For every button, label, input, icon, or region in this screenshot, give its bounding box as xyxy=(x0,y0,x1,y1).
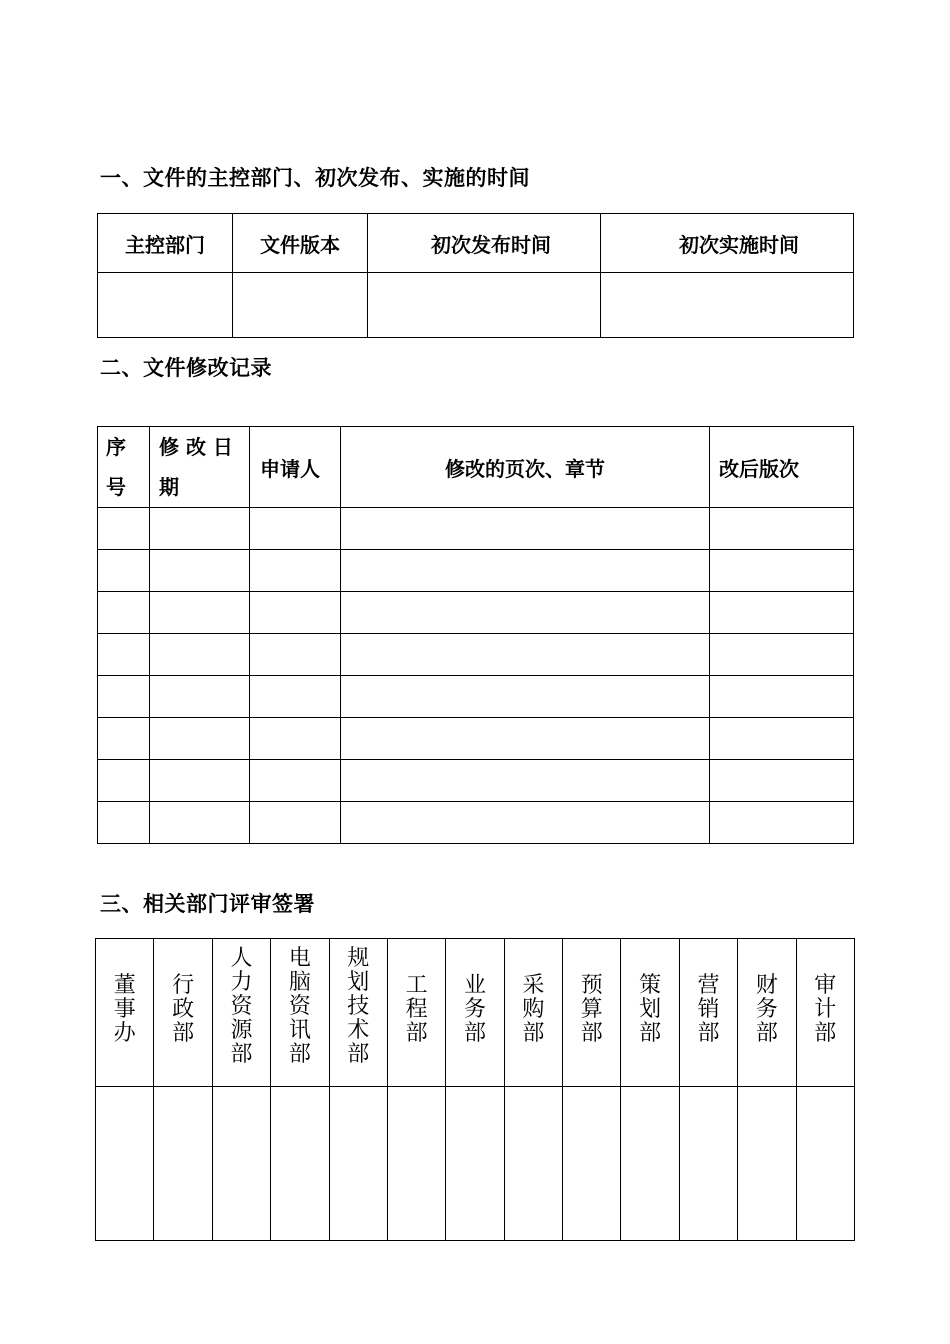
header-file-version: 文件版本 xyxy=(233,214,368,273)
applicant-cell[interactable] xyxy=(250,676,341,718)
dept-label: 董事办 xyxy=(113,973,136,1046)
dept-label: 审计部 xyxy=(814,973,837,1046)
file-version-cell[interactable] xyxy=(233,273,368,338)
dept-label: 采购部 xyxy=(522,973,545,1046)
dept-header-it xyxy=(271,939,329,1087)
table-row xyxy=(98,760,854,802)
date-cell[interactable] xyxy=(150,760,250,802)
dept-label: 电脑资讯部 xyxy=(288,946,311,1067)
table-row xyxy=(98,550,854,592)
signature-cell[interactable] xyxy=(154,1087,212,1241)
owner-dept-cell[interactable] xyxy=(98,273,233,338)
first-release-time-cell[interactable] xyxy=(368,273,601,338)
department-signoff-table xyxy=(95,938,855,1241)
seq-cell[interactable] xyxy=(98,634,150,676)
pages-cell[interactable] xyxy=(341,508,710,550)
header-date-line1: 修 改 日 xyxy=(159,435,233,459)
version-cell[interactable] xyxy=(710,592,854,634)
signature-cell[interactable] xyxy=(796,1087,855,1241)
signature-cell[interactable] xyxy=(621,1087,679,1241)
table-row xyxy=(98,634,854,676)
dept-header-admin xyxy=(154,939,212,1087)
signature-row xyxy=(96,1087,855,1241)
signature-cell[interactable] xyxy=(96,1087,154,1241)
dept-header-purchasing xyxy=(504,939,562,1087)
section2-title: 二、文件修改记录 xyxy=(100,356,272,380)
version-cell[interactable] xyxy=(710,718,854,760)
pages-cell[interactable] xyxy=(341,676,710,718)
dept-label: 规划技术部 xyxy=(347,946,370,1067)
section1-title: 一、文件的主控部门、初次发布、实施的时间 xyxy=(100,166,530,190)
first-implement-time-cell[interactable] xyxy=(601,273,854,338)
dept-header-planning xyxy=(621,939,679,1087)
version-cell[interactable] xyxy=(710,550,854,592)
dept-header-finance xyxy=(738,939,796,1087)
signature-cell[interactable] xyxy=(329,1087,387,1241)
dept-header-hr xyxy=(212,939,270,1087)
seq-cell[interactable] xyxy=(98,760,150,802)
dept-label: 预算部 xyxy=(580,973,603,1046)
date-cell[interactable] xyxy=(150,592,250,634)
pages-cell[interactable] xyxy=(341,718,710,760)
dept-header-budget xyxy=(563,939,621,1087)
applicant-cell[interactable] xyxy=(250,592,341,634)
dept-header-board-office xyxy=(96,939,154,1087)
applicant-cell[interactable] xyxy=(250,802,341,844)
dept-header-engineering xyxy=(387,939,445,1087)
header-pages-chapters: 修改的页次、章节 xyxy=(341,427,710,508)
version-cell[interactable] xyxy=(710,676,854,718)
applicant-cell[interactable] xyxy=(250,760,341,802)
dept-label: 营销部 xyxy=(697,973,720,1046)
seq-cell[interactable] xyxy=(98,802,150,844)
dept-header-audit xyxy=(796,939,855,1087)
date-cell[interactable] xyxy=(150,802,250,844)
version-cell[interactable] xyxy=(710,802,854,844)
signature-cell[interactable] xyxy=(446,1087,504,1241)
dept-header-business xyxy=(446,939,504,1087)
date-cell[interactable] xyxy=(150,550,250,592)
dept-header-planning-tech xyxy=(329,939,387,1087)
dept-label: 人力资源部 xyxy=(230,946,253,1067)
header-seq-line1: 序 xyxy=(106,435,126,459)
header-first-release-time: 初次发布时间 xyxy=(368,214,601,273)
signature-cell[interactable] xyxy=(387,1087,445,1241)
release-info-table xyxy=(97,213,854,338)
table-row xyxy=(98,508,854,550)
header-owner-dept: 主控部门 xyxy=(98,214,233,273)
table-row xyxy=(98,676,854,718)
signature-cell[interactable] xyxy=(271,1087,329,1241)
header-new-version: 改后版次 xyxy=(710,427,854,508)
signature-cell[interactable] xyxy=(563,1087,621,1241)
seq-cell[interactable] xyxy=(98,550,150,592)
dept-label: 财务部 xyxy=(755,973,778,1046)
revision-record-table xyxy=(97,426,854,844)
header-first-implement-time: 初次实施时间 xyxy=(601,214,854,273)
header-date xyxy=(150,427,250,508)
applicant-cell[interactable] xyxy=(250,550,341,592)
applicant-cell[interactable] xyxy=(250,718,341,760)
pages-cell[interactable] xyxy=(341,634,710,676)
header-seq-line2: 号 xyxy=(106,475,126,499)
seq-cell[interactable] xyxy=(98,592,150,634)
dept-label: 工程部 xyxy=(405,973,428,1046)
applicant-cell[interactable] xyxy=(250,508,341,550)
header-date-line2: 期 xyxy=(159,475,179,499)
date-cell[interactable] xyxy=(150,508,250,550)
version-cell[interactable] xyxy=(710,634,854,676)
pages-cell[interactable] xyxy=(341,760,710,802)
dept-label: 业务部 xyxy=(463,973,486,1046)
signature-cell[interactable] xyxy=(504,1087,562,1241)
header-seq xyxy=(98,427,150,508)
date-cell[interactable] xyxy=(150,676,250,718)
table-row xyxy=(98,592,854,634)
seq-cell[interactable] xyxy=(98,508,150,550)
table-row xyxy=(98,718,854,760)
pages-cell[interactable] xyxy=(341,802,710,844)
dept-label: 策划部 xyxy=(639,973,662,1046)
signature-cell[interactable] xyxy=(738,1087,796,1241)
pages-cell[interactable] xyxy=(341,550,710,592)
dept-label: 行政部 xyxy=(172,973,195,1046)
date-cell[interactable] xyxy=(150,634,250,676)
pages-cell[interactable] xyxy=(341,592,710,634)
version-cell[interactable] xyxy=(710,760,854,802)
dept-header-marketing xyxy=(679,939,737,1087)
applicant-cell[interactable] xyxy=(250,634,341,676)
section3-title: 三、相关部门评审签署 xyxy=(100,892,315,916)
table-row xyxy=(98,802,854,844)
seq-cell[interactable] xyxy=(98,718,150,760)
signature-cell[interactable] xyxy=(679,1087,737,1241)
date-cell[interactable] xyxy=(150,718,250,760)
header-applicant: 申请人 xyxy=(250,427,341,508)
seq-cell[interactable] xyxy=(98,676,150,718)
signature-cell[interactable] xyxy=(212,1087,270,1241)
version-cell[interactable] xyxy=(710,508,854,550)
